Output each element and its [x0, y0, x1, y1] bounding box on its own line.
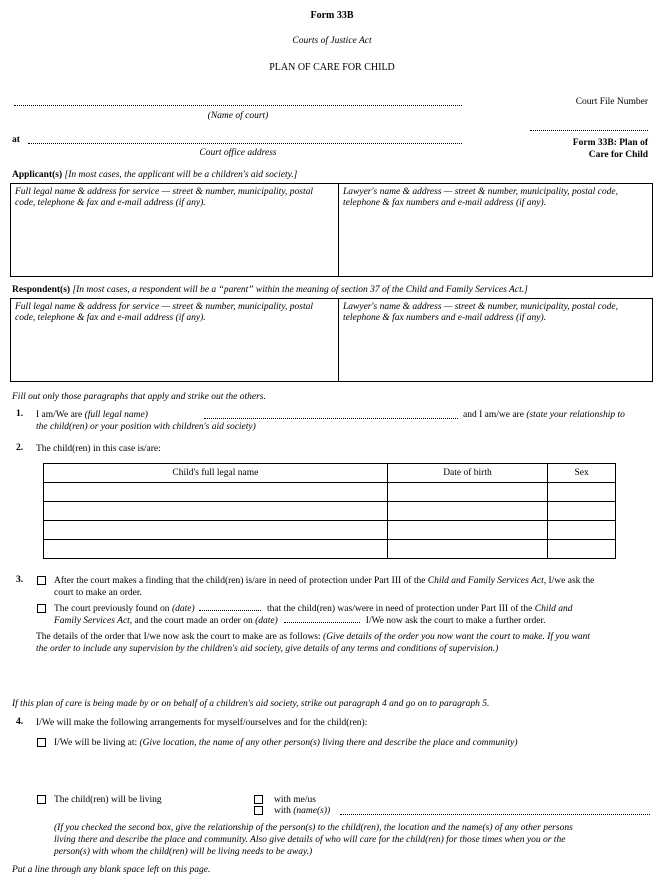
order-date-field[interactable]	[284, 622, 360, 623]
child-name-cell[interactable]	[44, 502, 388, 521]
child-living-text: The child(ren) will be living	[54, 795, 162, 805]
child-name-cell[interactable]	[44, 483, 388, 502]
with-name-label: with (name(s))	[274, 806, 331, 816]
blank-space-instruction: Put a line through any blank space left on this page.	[12, 865, 211, 875]
table-row[interactable]	[44, 502, 616, 521]
p4-note-line1: (If you checked the second box, give the relationship of the person(s) to the child(ren), the location and the name(s) of any other persons	[54, 823, 573, 833]
p3-details-line1: The details of the order that I/we now ask the court to make are as follows: (Give details of the order you now want the court to make. If you want	[36, 632, 590, 642]
court-file-number-label: Court File Number	[575, 97, 648, 107]
applicant-lawyer-box[interactable]: Lawyer's name & address — street & number, municipality, postal code, telephone & fax numbers and e-mail address (if any).	[338, 183, 653, 277]
dob-cell[interactable]	[387, 521, 547, 540]
p3-option1-line2: court to make an order.	[54, 588, 142, 598]
p3-details-line2: the order to include any supervision by the children's aid society, give details of any terms and conditions of supervision.)	[36, 644, 499, 654]
p1-line2: the child(ren) or your position with children's aid society)	[36, 422, 256, 432]
child-name-cell[interactable]	[44, 540, 388, 559]
p3-option2-line1: The court previously found on (date) that the child(ren) was/were in need of protection under Part III of the Child and	[54, 604, 573, 614]
sex-cell[interactable]	[548, 540, 616, 559]
table-row[interactable]	[44, 521, 616, 540]
court-file-number-field[interactable]	[530, 130, 648, 131]
court-address-field[interactable]	[28, 143, 462, 144]
p3-option1-checkbox[interactable]	[37, 576, 46, 585]
sex-cell[interactable]	[548, 521, 616, 540]
p3-option2-line2: Family Services Act, and the court made an order on (date) I/We now ask the court to make a further order.	[54, 616, 546, 626]
table-row[interactable]	[44, 540, 616, 559]
p1-number: 1.	[16, 409, 24, 419]
p3-option1-text: After the court makes a finding that the child(ren) is/are in need of protection under Part III of the Child and Family Services Act, I/we ask the	[54, 576, 595, 586]
sex-cell[interactable]	[548, 502, 616, 521]
court-name-field[interactable]	[14, 105, 462, 106]
with-me-checkbox[interactable]	[254, 795, 263, 804]
applicants-heading: Applicant(s) [In most cases, the applicant will be a children's aid society.]	[12, 170, 298, 180]
col-date-of-birth: Date of birth	[387, 464, 547, 483]
p4-note-line3: person(s) with whom the child(ren) will be living needs to be away.)	[54, 847, 313, 857]
p2-number: 2.	[16, 443, 24, 453]
applicant-address-box[interactable]: Full legal name & address for service — street & number, municipality, postal code, telephone & fax and e-mail address (if any).	[10, 183, 339, 277]
full-legal-name-field[interactable]	[204, 418, 458, 419]
p1-line1b: and I am/we are (state your relationship to	[463, 410, 625, 420]
p4-note-line2: living there and describe the place and community. Also give details of who will care for the child(ren) for those times when you or the	[54, 835, 566, 845]
p4-text: I/We will make the following arrangements for myself/ourselves and for the child(ren):	[36, 718, 368, 728]
form-number: Form 33B	[310, 10, 354, 21]
with-name-checkbox[interactable]	[254, 806, 263, 815]
sex-cell[interactable]	[548, 483, 616, 502]
finding-date-field[interactable]	[199, 610, 261, 611]
table-row[interactable]	[44, 483, 616, 502]
respondents-heading: Respondent(s) [In most cases, a respondent will be a “parent” within the meaning of section 37 of the Child and Family Services Act.]	[12, 285, 528, 295]
dob-cell[interactable]	[387, 502, 547, 521]
child-name-cell[interactable]	[44, 521, 388, 540]
table-header-row	[44, 464, 616, 483]
p4-number: 4.	[16, 717, 24, 727]
p1-line1: I am/We are (full legal name)	[36, 410, 148, 420]
fill-out-instruction: Fill out only those paragraphs that apply and strike out the others.	[12, 392, 266, 402]
living-at-checkbox[interactable]	[37, 738, 46, 747]
respondent-address-box[interactable]: Full legal name & address for service — street & number, municipality, postal code, telephone & fax and e-mail address (if any).	[10, 298, 339, 382]
living-at-area[interactable]	[54, 751, 650, 789]
dob-cell[interactable]	[387, 483, 547, 502]
p3-number: 3.	[16, 575, 24, 585]
living-at-line: I/We will be living at: (Give location, the name of any other person(s) living there and describe the place and community)	[54, 738, 518, 748]
act-name: Courts of Justice Act	[292, 36, 372, 46]
court-name-label: (Name of court)	[207, 111, 269, 121]
with-name-field[interactable]	[340, 814, 650, 815]
at-label: at	[12, 135, 20, 145]
form-ref-2: Care for Child	[588, 150, 648, 160]
p3-details-area[interactable]	[36, 657, 650, 693]
child-living-checkbox[interactable]	[37, 795, 46, 804]
col-sex: Sex	[548, 464, 616, 483]
p2-text: The child(ren) in this case is/are:	[36, 444, 161, 454]
col-child-name: Child's full legal name	[44, 464, 388, 483]
cas-instruction: If this plan of care is being made by or on behalf of a children's aid society, strike out paragraph 4 and go on to paragraph 5.	[12, 699, 490, 709]
respondent-lawyer-box[interactable]: Lawyer's name & address — street & number, municipality, postal code, telephone & fax numbers and e-mail address (if any).	[338, 298, 653, 382]
with-me-label: with me/us	[274, 795, 316, 805]
children-table	[43, 463, 616, 559]
dob-cell[interactable]	[387, 540, 547, 559]
form-ref-1: Form 33B: Plan of	[572, 138, 648, 148]
page-title: PLAN OF CARE FOR CHILD	[269, 62, 395, 73]
p3-option2-checkbox[interactable]	[37, 604, 46, 613]
court-address-label: Court office address	[199, 148, 277, 158]
